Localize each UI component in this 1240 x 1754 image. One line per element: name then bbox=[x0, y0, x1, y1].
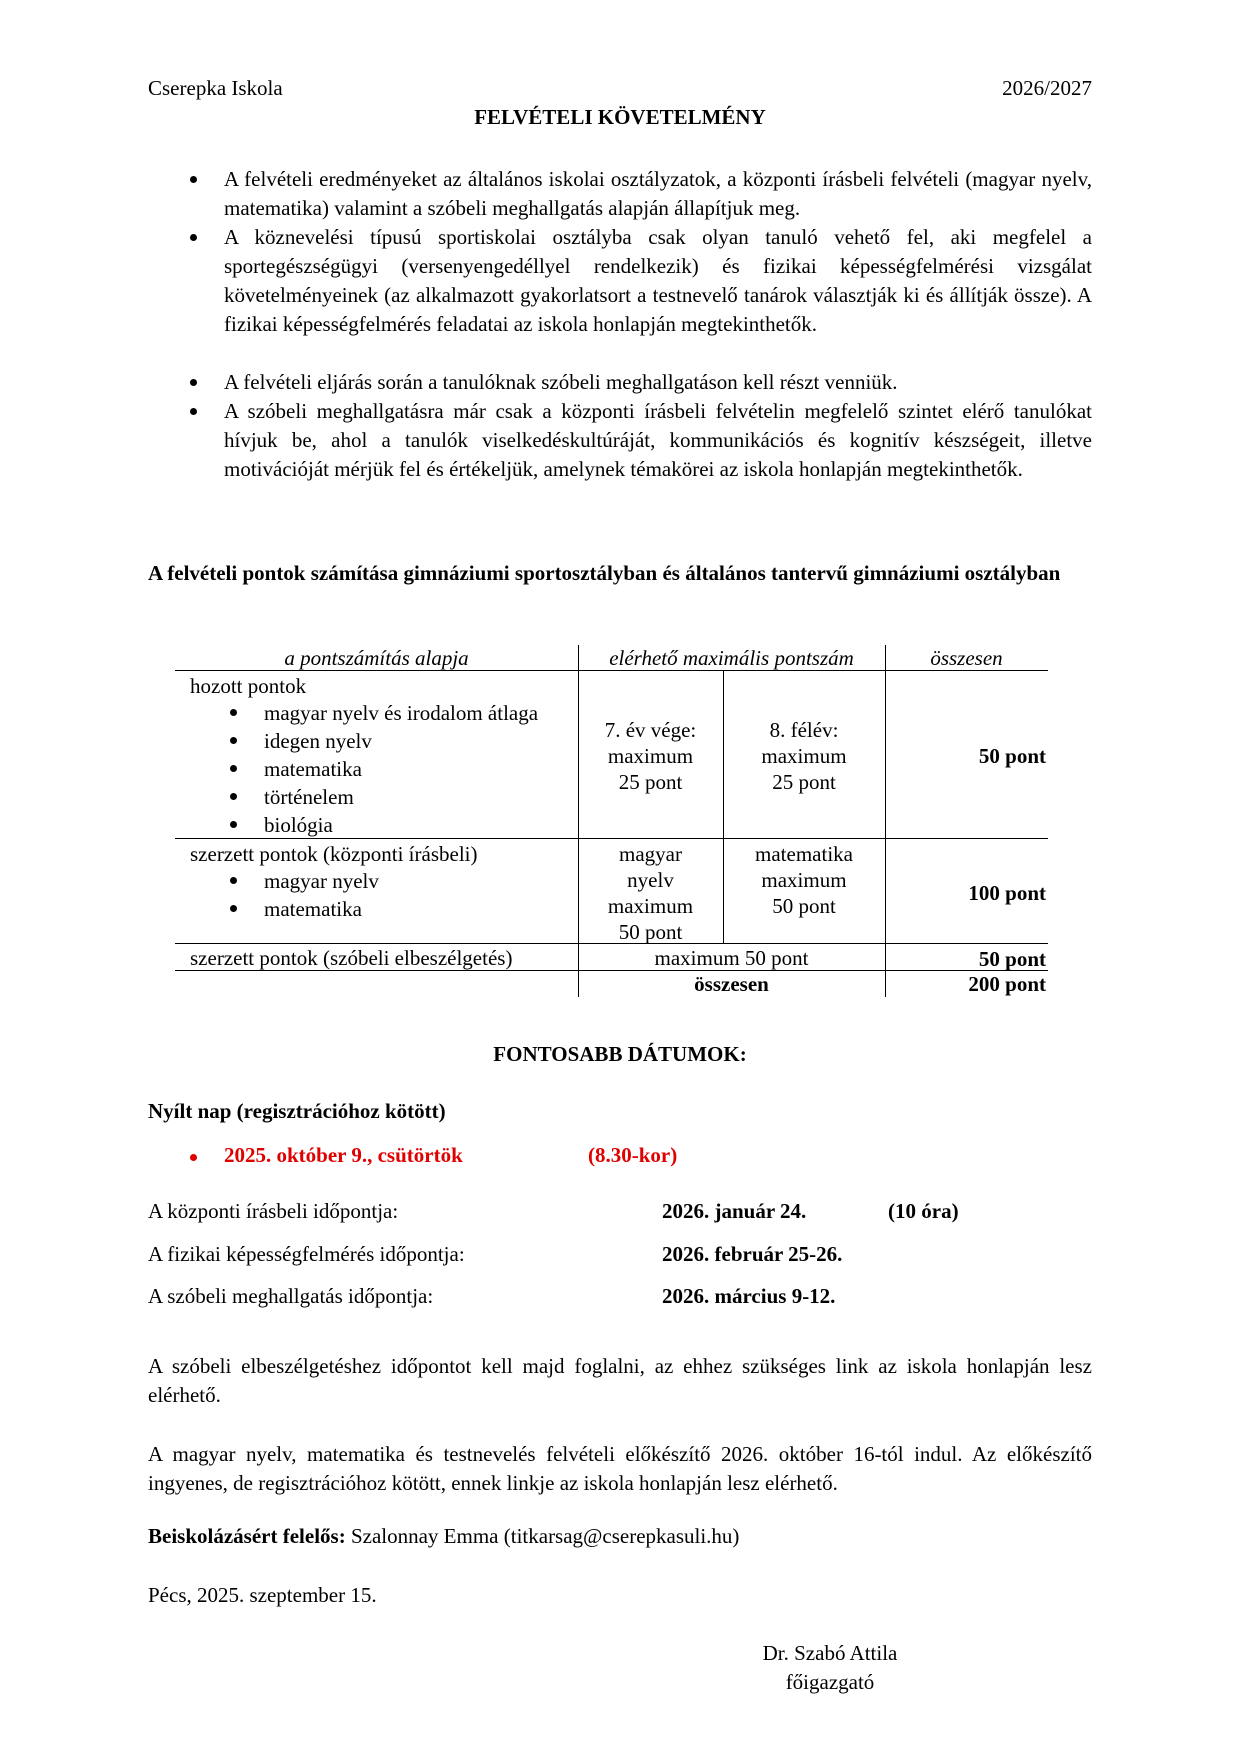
row-total: 50 pont bbox=[978, 947, 1046, 971]
responsible-line bbox=[148, 1524, 739, 1549]
max-points-cell: 7. év vége: bbox=[604, 718, 697, 742]
signature-role: főigazgató bbox=[785, 1670, 875, 1694]
school-name: Cserepka Iskola bbox=[148, 76, 283, 100]
table-header: összesen bbox=[930, 646, 1003, 670]
school-year: 2026/2027 bbox=[1002, 76, 1092, 100]
subject-item: magyar nyelv és irodalom átlaga bbox=[264, 701, 539, 725]
table-header: a pontszámítás alapja bbox=[284, 646, 469, 670]
key-date-label: A fizikai képességfelmérés időpontja: bbox=[148, 1242, 465, 1266]
key-date-value: 2026. március 9-12. bbox=[662, 1284, 836, 1308]
max-points-cell: nyelv bbox=[627, 868, 674, 892]
subject-item: magyar nyelv bbox=[264, 869, 379, 893]
bullet-icon bbox=[230, 709, 237, 716]
bullet-icon bbox=[230, 905, 237, 912]
bullet-icon bbox=[230, 877, 237, 884]
max-points-cell: maximum bbox=[761, 744, 847, 768]
max-points-cell: 50 pont bbox=[618, 920, 683, 944]
document-title: FELVÉTELI KÖVETELMÉNY bbox=[474, 105, 766, 129]
max-points-cell: 25 pont bbox=[618, 770, 683, 794]
max-points-cell: maximum 50 pont bbox=[654, 946, 809, 970]
bullet-icon bbox=[230, 821, 237, 828]
open-day-time: (8.30-kor) bbox=[588, 1143, 678, 1167]
max-points-cell: maximum bbox=[607, 744, 694, 768]
subject-item: történelem bbox=[264, 785, 354, 809]
max-points-cell: matematika bbox=[755, 842, 853, 866]
signature-name: Dr. Szabó Attila bbox=[762, 1641, 898, 1665]
dates-heading: FONTOSABB DÁTUMOK: bbox=[493, 1042, 747, 1066]
key-date-value: 2026. január 24. bbox=[662, 1199, 807, 1223]
open-day-date: 2025. október 9., csütörtök bbox=[224, 1143, 463, 1167]
row-label: szerzett pontok (központi írásbeli) bbox=[190, 842, 478, 866]
row-total: 50 pont bbox=[978, 744, 1046, 768]
bullet-icon bbox=[190, 234, 197, 241]
requirement-item: A felvételi eredményeket az általános iskolai osztályzatok, a központi írásbeli felvételi (magyar nyelv, matematika) valamint a szóbeli meghallgatás alapján állapítjuk meg. bbox=[224, 167, 1092, 220]
responsible-value: Szalonnay Emma (titkarsag@cserepkasuli.hu) bbox=[350, 1524, 740, 1548]
points-heading: A felvételi pontok számítása gimnáziumi sportosztályban és általános tantervű gimnáziumi osztályban bbox=[148, 561, 1061, 585]
open-day-title: Nyílt nap (regisztrációhoz kötött) bbox=[148, 1099, 446, 1123]
max-points-cell: 8. félév: bbox=[769, 718, 839, 742]
sum-label: összesen bbox=[694, 972, 769, 996]
requirement-item: A köznevelési típusú sportiskolai osztályba csak olyan tanuló vehető fel, aki megfelel a sportegészségügyi (versenyengedéllyel rendelkezik) és fizikai képességfelmérési vizsgálat követelményeinek (az alkalmazott gyakorlatsort a testnevelő tanárok választják ki és állítják össze). A fizikai képességfelmérés feladatai az iskola honlapján megtekinthetők. bbox=[224, 225, 1092, 336]
bullet-icon bbox=[190, 1154, 197, 1161]
requirement-item: A felvételi eljárás során a tanulóknak szóbeli meghallgatáson kell részt venniük. bbox=[224, 370, 898, 394]
row-label: szerzett pontok (szóbeli elbeszélgetés) bbox=[190, 946, 513, 970]
responsible-label: Beiskolázásért felelős: bbox=[148, 1524, 346, 1548]
key-date-value: 2026. február 25-26. bbox=[662, 1242, 843, 1266]
key-date-label: A központi írásbeli időpontja: bbox=[148, 1199, 399, 1223]
max-points-cell: 25 pont bbox=[772, 770, 836, 794]
requirement-item: A szóbeli meghallgatásra már csak a központi írásbeli felvételin megfelelő szintet elérő tanulókat hívjuk be, ahol a tanulók viselkedéskultúráját, kommunikációs és kognitív készségeit, illetve motivációját mérjük fel és értékeljük, amelynek témakörei az iskola honlapján megtekinthetők. bbox=[224, 399, 1092, 481]
key-date-label: A szóbeli meghallgatás időpontja: bbox=[148, 1284, 434, 1308]
max-points-cell: magyar bbox=[619, 842, 682, 866]
max-points-cell: 50 pont bbox=[772, 894, 836, 918]
prep-course-paragraph: A magyar nyelv, matematika és testnevelés felvételi előkészítő 2026. október 16-tól indul. Az előkészítő ingyenes, de regisztrációhoz kötött, ennek linkje az iskola honlapján lesz elérhető. bbox=[148, 1442, 1092, 1495]
bullet-icon bbox=[190, 408, 197, 415]
table-header: elérhető maximális pontszám bbox=[609, 646, 854, 670]
subject-item: matematika bbox=[264, 897, 362, 921]
bullet-icon bbox=[190, 176, 197, 183]
row-total: 100 pont bbox=[968, 881, 1046, 905]
max-points-cell: maximum bbox=[607, 894, 694, 918]
booking-paragraph: A szóbeli elbeszélgetéshez időpontot kell majd foglalni, az ehhez szükséges link az iskola honlapján lesz elérhető. bbox=[148, 1354, 1092, 1407]
table-rule bbox=[175, 838, 1048, 839]
row-label: hozott pontok bbox=[190, 674, 307, 698]
subject-item: idegen nyelv bbox=[264, 729, 372, 753]
place-date: Pécs, 2025. szeptember 15. bbox=[148, 1583, 377, 1607]
bullet-icon bbox=[230, 765, 237, 772]
key-date-extra: (10 óra) bbox=[888, 1199, 959, 1223]
subject-item: biológia bbox=[264, 813, 333, 837]
sum-total: 200 pont bbox=[968, 972, 1046, 996]
bullet-icon bbox=[230, 737, 237, 744]
table-rule bbox=[885, 645, 886, 997]
bullet-icon bbox=[190, 379, 197, 386]
max-points-cell: maximum bbox=[761, 868, 847, 892]
bullet-icon bbox=[230, 793, 237, 800]
subject-item: matematika bbox=[264, 757, 362, 781]
